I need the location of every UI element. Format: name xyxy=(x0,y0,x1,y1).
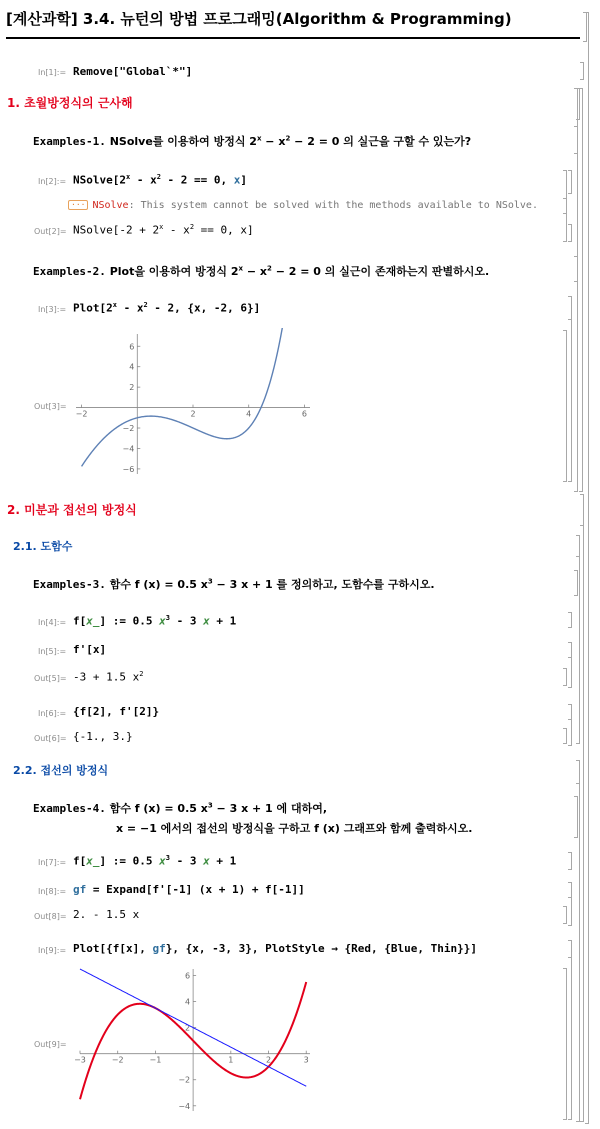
in7-label: In[7]:= xyxy=(38,858,67,867)
y-tick-label: 4 xyxy=(185,997,191,1007)
x-tick-label: −2 xyxy=(111,1055,124,1065)
in9-code[interactable]: Plot[{f[x], gf}, {x, -3, 3}, PlotStyle → {Red, {Blue, Thin}}] xyxy=(73,942,477,955)
y-tick-label: 2 xyxy=(185,1023,191,1033)
cell-bracket[interactable] xyxy=(568,170,572,194)
in6-label: In[6]:= xyxy=(38,709,67,718)
x-tick-label: −1 xyxy=(149,1055,162,1065)
x-tick-label: 6 xyxy=(301,409,307,419)
x-tick-label: −2 xyxy=(75,409,88,419)
cell-bracket[interactable] xyxy=(568,642,572,688)
in3-label: In[3]:= xyxy=(38,305,67,314)
cell-bracket[interactable] xyxy=(568,852,572,870)
x-tick-label: 4 xyxy=(246,409,252,419)
in6-code[interactable]: {f[2], f'[2]} xyxy=(73,705,160,718)
series-line-1 xyxy=(82,328,305,466)
cell-bracket[interactable] xyxy=(568,940,572,1120)
y-tick-label: −4 xyxy=(122,444,135,454)
y-tick-label: −2 xyxy=(122,424,135,434)
out5-value: -3 + 1.5 $x^2$ xyxy=(73,670,144,684)
out6-label: Out[6]= xyxy=(34,734,67,743)
in8-label: In[8]:= xyxy=(38,887,67,896)
out9-label: Out[9]= xyxy=(34,1040,67,1049)
out6-value: {-1., 3.} xyxy=(73,730,133,743)
cell-bracket[interactable] xyxy=(580,62,584,80)
y-tick-label: 2 xyxy=(129,383,135,393)
cell-bracket[interactable] xyxy=(579,88,583,492)
cell-bracket[interactable] xyxy=(563,906,567,924)
y-tick-label: 6 xyxy=(185,971,191,981)
in5-label: In[5]:= xyxy=(38,647,67,656)
out3-label: Out[3]= xyxy=(34,402,67,411)
in5-code[interactable]: f'[x] xyxy=(73,643,107,656)
plot-1[interactable] xyxy=(68,328,318,478)
in2-code[interactable]: NSolve[2$^x$ - $x^2 - 2 == 0$, x] xyxy=(73,173,248,187)
in2-label: In[2]:= xyxy=(38,177,67,186)
cell-bracket[interactable] xyxy=(574,88,578,492)
out8-label: Out[8]= xyxy=(34,912,67,921)
y-tick-label: −6 xyxy=(122,464,135,474)
in4-code[interactable]: f[x_] := 0.5 $x^3 - 3$ x + 1 xyxy=(73,614,237,628)
cell-bracket[interactable] xyxy=(568,882,572,926)
out2-value: NSolve[-2 + $2^x - x^2 == 0$, x] xyxy=(73,223,254,237)
x-tick-label: 2 xyxy=(190,409,196,419)
cell-bracket[interactable] xyxy=(580,494,584,1122)
example-3-text: Examples-3. 함수 f (x) = 0.5 $x^3 - 3$ x + 1 를 정의하고, 도함수를 구하시오. xyxy=(33,577,435,591)
title-rule xyxy=(6,37,580,39)
subsection-2-2-heading: 2.2. 접선의 방정식 xyxy=(13,764,109,777)
cell-bracket[interactable] xyxy=(563,668,567,686)
out5-label: Out[5]= xyxy=(34,674,67,683)
cell-bracket[interactable] xyxy=(568,612,572,628)
y-tick-label: −2 xyxy=(178,1075,191,1085)
example-1-text: Examples-1. NSolve를 이용하여 방정식 $2^x - x^2 - 2 = 0$ 의 실근을 구할 수 있는가? xyxy=(33,134,472,148)
in3-code[interactable]: Plot[2$^x$ - $x^2 - 2$, {x, -2, 6}] xyxy=(73,301,261,315)
section-1-heading: 1. 초월방정식의 근사해 xyxy=(7,96,133,110)
message-dots-icon[interactable]: ··· xyxy=(68,200,88,210)
in7-code[interactable]: f[x_] := 0.5 $x^3 - 3$ x + 1 xyxy=(73,854,237,868)
subsection-2-1-heading: 2.1. 도함수 xyxy=(13,540,73,553)
out8-value: 2. - 1.5 x xyxy=(73,908,140,921)
x-tick-label: −3 xyxy=(74,1055,86,1065)
y-tick-label: −4 xyxy=(178,1101,191,1111)
cell-bracket[interactable] xyxy=(568,296,572,482)
plot-2[interactable] xyxy=(70,965,315,1115)
x-tick-label: 3 xyxy=(303,1055,309,1065)
in4-label: In[4]:= xyxy=(38,618,67,627)
in1-code[interactable]: Remove["Global`*"] xyxy=(73,65,193,78)
example-4-text-line2: x = −1 에서의 접선의 방정식을 구하고 f (x) 그래프와 함께 출력하시오. xyxy=(116,822,473,835)
in1-label: In[1]:= xyxy=(38,68,67,77)
cell-bracket[interactable] xyxy=(563,728,567,744)
cell-bracket[interactable] xyxy=(563,170,567,242)
cell-bracket[interactable] xyxy=(563,968,567,1120)
section-2-heading: 2. 미분과 접선의 방정식 xyxy=(7,503,137,517)
example-4-text: Examples-4. 함수 f (x) = 0.5 $x^3 - 3$ x + 1 에 대하여, xyxy=(33,801,328,815)
out2-label: Out[2]= xyxy=(34,227,67,236)
y-tick-label: 6 xyxy=(129,342,135,352)
in9-label: In[9]:= xyxy=(38,946,67,955)
cell-bracket[interactable] xyxy=(568,224,572,242)
cell-bracket[interactable] xyxy=(585,12,589,1124)
in8-code[interactable]: gf = Expand[f'[-1] (x + 1) + f[-1]] xyxy=(73,883,305,896)
x-tick-label: 2 xyxy=(265,1055,272,1065)
cell-bracket[interactable] xyxy=(563,330,567,482)
notebook-title: [계산과학] 3.4. 뉴턴의 방법 프로그래밍(Algorithm & Programming) xyxy=(6,10,512,28)
y-tick-label: 4 xyxy=(129,362,135,372)
nsolve-message: ··· NSolve: This system cannot be solved with the methods available to NSolve. xyxy=(68,200,538,211)
cell-bracket[interactable] xyxy=(568,704,572,746)
example-2-text: Examples-2. Plot을 이용하여 방정식 $2^x - x^2 - 2 = 0$ 의 실근이 존재하는지 판별하시오. xyxy=(33,264,490,278)
x-tick-label: 1 xyxy=(228,1055,234,1065)
